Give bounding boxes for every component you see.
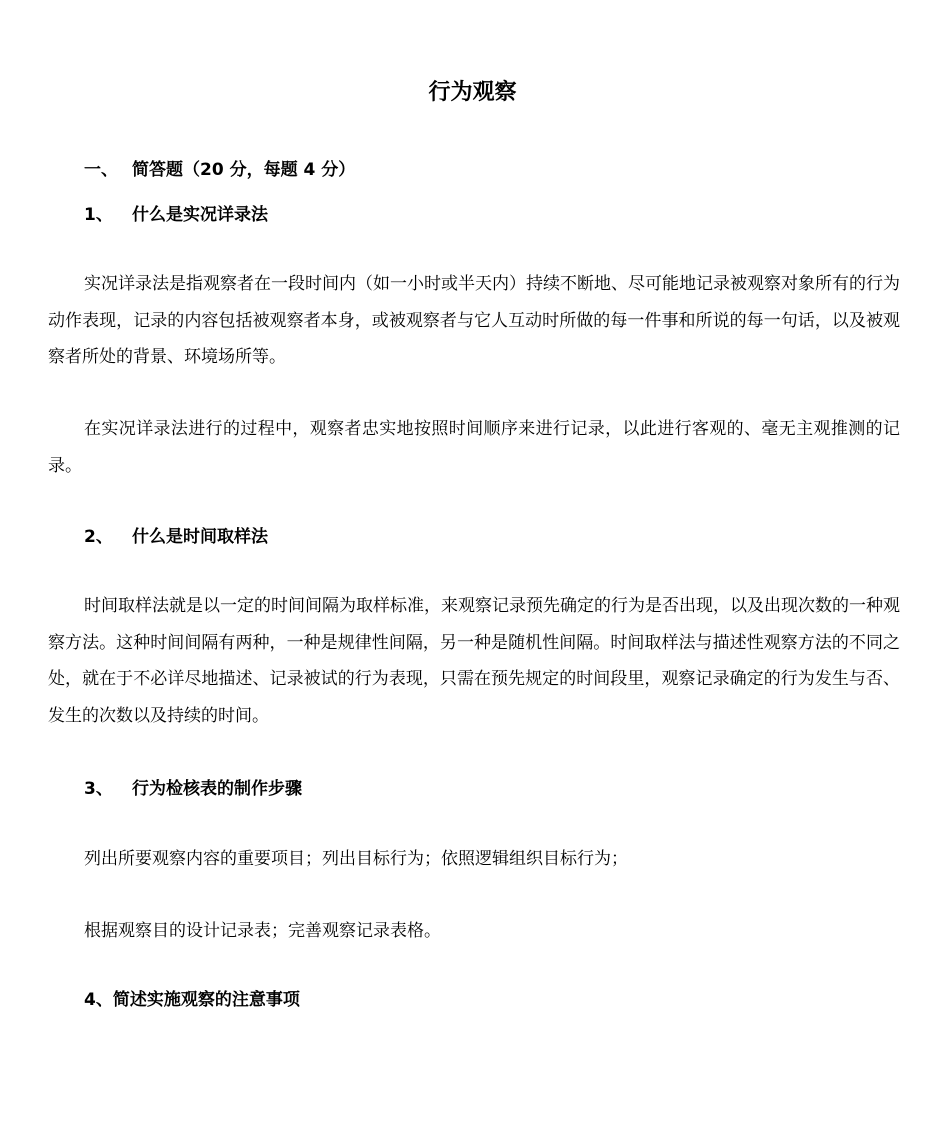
question-2-label: 什么是时间取样法 [132, 527, 268, 547]
section-label: 简答题（20 分，每题 4 分） [132, 160, 356, 180]
question-3-number: 3、 [84, 779, 113, 799]
question-1-paragraph-2: 在实况详录法进行的过程中，观察者忠实地按照时间顺序来进行记录，以此进行客观的、毫无主观推测的记录。 [48, 419, 900, 476]
question-4-label: 4、简述实施观察的注意事项 [84, 990, 300, 1010]
question-3-label: 行为检核表的制作步骤 [132, 779, 302, 799]
question-1-heading [84, 203, 268, 227]
question-4-heading [84, 988, 300, 1012]
section-number: 一、 [84, 160, 118, 180]
question-3-line-2: 根据观察目的设计记录表；完善观察记录表格。 [84, 921, 441, 941]
question-3-heading [84, 777, 302, 801]
question-1-number: 1、 [84, 205, 113, 225]
question-1-paragraph-1: 实况详录法是指观察者在一段时间内（如一小时或半天内）持续不断地、尽可能地记录被观察对象所有的行为动作表现，记录的内容包括被观察者本身，或被观察者与它人互动时所做的每一件事和所说的每一句话，以及被观察者所处的背景、环境场所等。 [48, 274, 900, 367]
section-heading [84, 158, 355, 182]
document-title: 行为观察 [428, 80, 517, 105]
question-2-heading [84, 525, 268, 549]
question-3-line-1: 列出所要观察内容的重要项目；列出目标行为；依照逻辑组织目标行为； [84, 849, 628, 869]
question-1-label: 什么是实况详录法 [132, 205, 268, 225]
question-2-number: 2、 [84, 527, 113, 547]
question-2-paragraph-1: 时间取样法就是以一定的时间间隔为取样标准，来观察记录预先确定的行为是否出现，以及出现次数的一种观察方法。这种时间间隔有两种，一种是规律性间隔，另一种是随机性间隔。时间取样法与描述性观察方法的不同之处，就在于不必详尽地描述、记录被试的行为表现，只需在预先规定的时间段里，观察记录确定的行为发生与否、发生的次数以及持续的时间。 [48, 596, 900, 726]
